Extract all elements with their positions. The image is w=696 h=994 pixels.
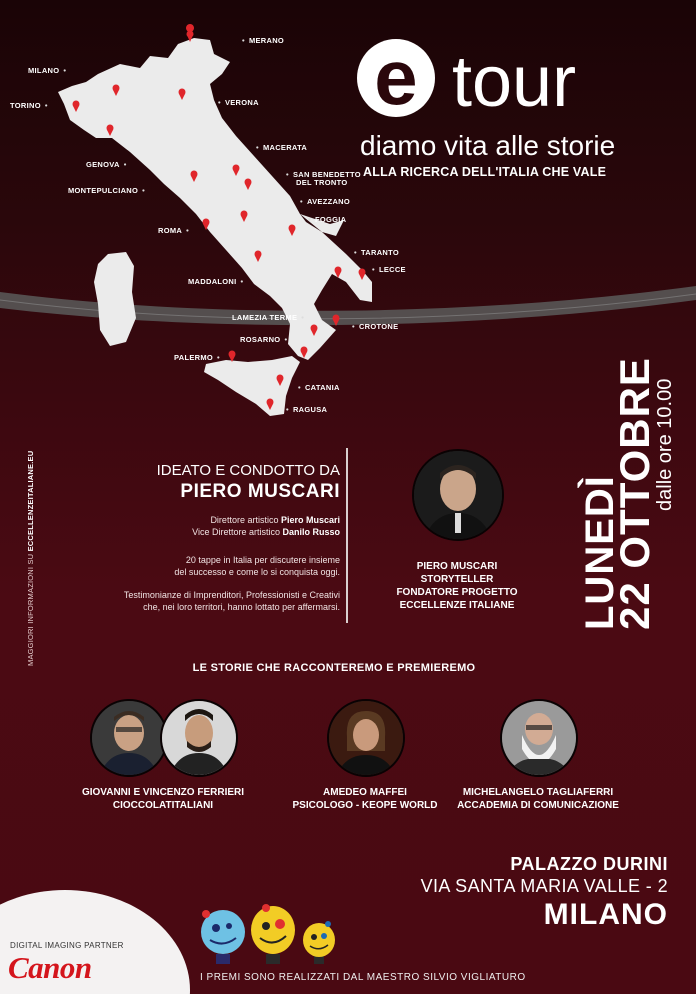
- guest-name-ferrieri: GIOVANNI E VINCENZO FERRIERI: [81, 787, 245, 798]
- host-info: [390, 560, 524, 612]
- city-label-maddaloni: MADDALONI •: [188, 277, 243, 286]
- vice-director-label: Vice Direttore artistico: [192, 527, 283, 537]
- host-photo: [412, 449, 504, 541]
- city-label-foggia: • FOGGIA: [308, 215, 346, 224]
- more-info-prefix: MAGGIORI INFORMAZIONI SU: [26, 551, 35, 666]
- venue-city: MILANO: [543, 898, 668, 931]
- stories-title: LE STORIE CHE RACCONTEREMO E PREMIEREMO: [192, 662, 476, 674]
- guest-photo-giovanni: [90, 699, 168, 777]
- description-line-4: che, nei loro territori, hanno lottato per affermarsi.: [143, 602, 340, 612]
- more-info-vertical: [26, 451, 35, 666]
- venue-address: VIA SANTA MARIA VALLE - 2: [420, 876, 668, 896]
- description-line-3: Testimonianze di Imprenditori, Professionisti e Creativi: [123, 590, 340, 600]
- vice-director-name: Danilo Russo: [282, 527, 340, 537]
- logo-word: tour: [452, 42, 577, 122]
- sculpture-yellow-icon: [251, 904, 295, 964]
- sculpture-blue-icon: [201, 910, 245, 964]
- host-role-3: ECCELLENZE ITALIANE: [399, 600, 515, 611]
- more-info-site[interactable]: ECCELLENZEITALIANE.EU: [26, 450, 35, 552]
- guest-photo-michelangelo: [500, 699, 578, 777]
- guest-info-tagliaferri: [450, 786, 626, 812]
- award-sculptures: [196, 902, 346, 968]
- canon-logo: Canon: [8, 950, 92, 985]
- city-label-merano: • MERANO: [242, 36, 284, 45]
- city-label-torino: TORINO •: [10, 101, 48, 110]
- host-role-2: FONDATORE PROGETTO: [396, 587, 518, 598]
- event-time: dalle ore 10.00: [654, 378, 676, 511]
- city-label-del-tronto: DEL TRONTO: [296, 178, 348, 187]
- city-label-san-benedetto: • SAN BENEDETTO: [286, 170, 361, 179]
- vertical-divider: [346, 448, 348, 623]
- awards-credit: I PREMI SONO REALIZZATI DAL MAESTRO SILVIO VIGLIATURO: [200, 972, 526, 983]
- pin-palermo: [229, 351, 236, 363]
- event-date-text: 22 OTTOBRE: [611, 357, 658, 630]
- city-label-montepulciano: MONTEPULCIANO •: [68, 186, 145, 195]
- city-label-avezzano: • AVEZZANO: [300, 197, 350, 206]
- description-line-1: 20 tappe in Italia per discutere insieme: [185, 555, 340, 565]
- artistic-director-line: [210, 515, 340, 525]
- guest-role-tagliaferri: ACCADEMIA DI COMUNICAZIONE: [457, 800, 619, 811]
- city-label-crotone: • CROTONE: [352, 322, 398, 331]
- city-label-catania: • CATANIA: [298, 383, 340, 392]
- guest-name-maffei: AMEDEO MAFFEI: [323, 787, 407, 798]
- city-label-lamezia: LAMEZIA TERME •: [232, 313, 304, 322]
- artistic-director-name: Piero Muscari: [280, 515, 340, 525]
- city-label-roma: ROMA •: [158, 226, 189, 235]
- guest-role-ferrieri: CIOCCOLATITALIANI: [112, 800, 214, 811]
- city-label-genova: GENOVA •: [86, 160, 127, 169]
- city-label-ragusa: • RAGUSA: [286, 405, 327, 414]
- logo-letter: e: [374, 38, 418, 121]
- sculpture-small-icon: [303, 921, 335, 964]
- ideato-heading: IDEATO E CONDOTTO DA: [156, 462, 340, 479]
- author-name: PIERO MUSCARI: [180, 481, 340, 502]
- city-label-palermo: PALERMO •: [174, 353, 220, 362]
- city-label-lecce: • LECCE: [372, 265, 406, 274]
- city-label-taranto: • TARANTO: [354, 248, 399, 257]
- venue-name: PALAZZO DURINI: [510, 854, 668, 874]
- guest-role-maffei: PSICOLOGO - KEOPE WORLD: [292, 800, 438, 811]
- subtagline: ALLA RICERCA DELL'ITALIA CHE VALE: [363, 165, 607, 179]
- host-role-1: STORYTELLER: [420, 574, 494, 585]
- guest-info-ferrieri: [58, 786, 268, 812]
- guest-photo-vincenzo: [160, 699, 238, 777]
- description-line-2: del successo e come lo si conquista oggi.: [174, 567, 340, 577]
- guest-info-maffei: [280, 786, 450, 812]
- host-name: PIERO MUSCARI: [416, 561, 498, 572]
- guest-photo-amedeo: [327, 699, 405, 777]
- artistic-director-label: Direttore artistico: [210, 515, 281, 525]
- guest-name-tagliaferri: MICHELANGELO TAGLIAFERRI: [462, 787, 614, 798]
- city-label-macerata: • MACERATA: [256, 143, 307, 152]
- city-label-rosarno: ROSARNO •: [240, 335, 287, 344]
- pin-crotone: [333, 315, 340, 327]
- city-label-milano: MILANO •: [28, 66, 66, 75]
- vice-director-line: [192, 527, 340, 537]
- tagline: diamo vita alle storie: [360, 130, 616, 161]
- city-label-verona: • VERONA: [218, 98, 259, 107]
- event-day: LUNEDÌ: [578, 475, 622, 630]
- partner-label: DIGITAL IMAGING PARTNER: [10, 941, 124, 950]
